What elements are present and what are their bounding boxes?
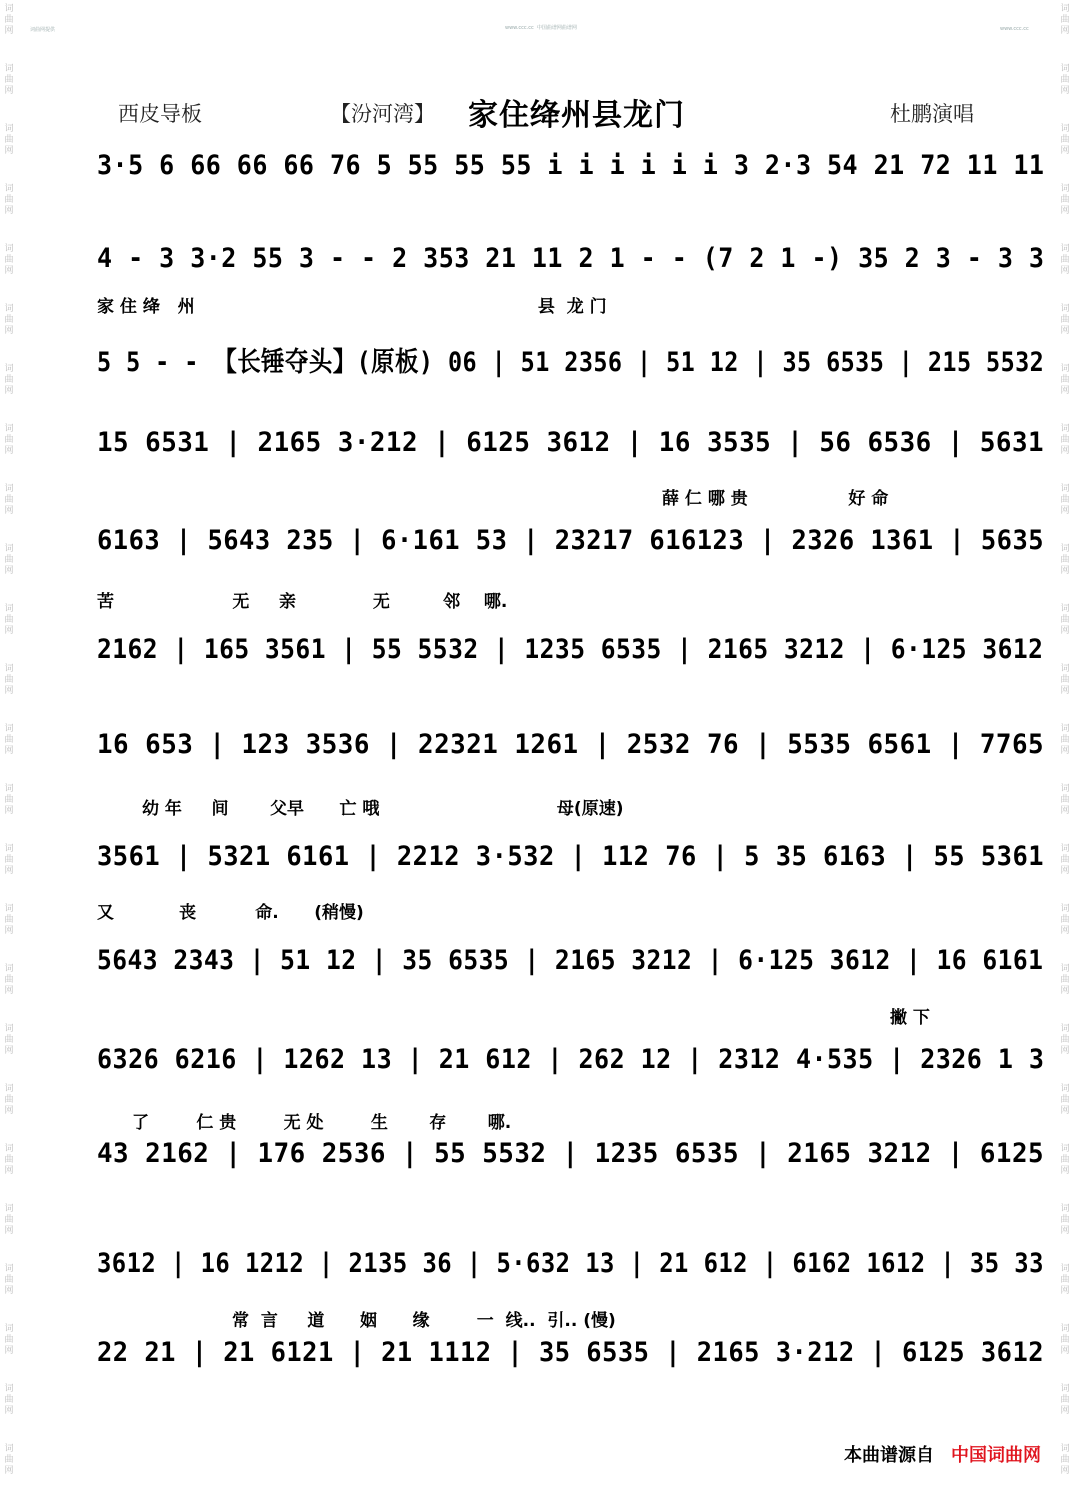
side-watermark-item: 词 曲 网: [1060, 364, 1070, 396]
score-line-notes: 22 21 | 21 6121 | 21 1112 | 35 6535 | 2165 3·212 | 6125 3612: [97, 1337, 1045, 1368]
side-watermark-item: 词 曲 网: [1060, 4, 1070, 36]
side-watermark-item: 词 曲 网: [1060, 424, 1070, 456]
side-watermark-item: 词 曲 网: [1060, 904, 1070, 936]
page-title: 家住绛州县龙门: [468, 98, 685, 133]
side-watermark-item: 词 曲 网: [4, 604, 14, 636]
side-watermark-item: 词 曲 网: [1060, 964, 1070, 996]
side-watermark-item: 词 曲 网: [1060, 1324, 1070, 1356]
side-watermark-item: 词 曲 网: [4, 1024, 14, 1056]
score-line-lyrics: 常 言 道 姻 缘 一 线.. 引.. (慢): [232, 1311, 616, 1331]
side-watermark-item: 词 曲 网: [4, 964, 14, 996]
footer-source-label: 本曲谱源自: [844, 1445, 934, 1466]
side-watermark-item: 词 曲 网: [1060, 304, 1070, 336]
side-watermark-item: 词 曲 网: [1060, 184, 1070, 216]
side-watermark-item: 词 曲 网: [4, 1384, 14, 1416]
side-watermark-item: 词 曲 网: [1060, 124, 1070, 156]
side-watermark-item: 词 曲 网: [1060, 664, 1070, 696]
side-watermark-item: 词 曲 网: [4, 304, 14, 336]
side-watermark-item: 词 曲 网: [1060, 1084, 1070, 1116]
side-watermark-item: 词 曲 网: [1060, 1384, 1070, 1416]
side-watermark-item: 词 曲 网: [1060, 64, 1070, 96]
performer-label: 杜鹏演唱: [890, 102, 974, 126]
side-watermark-item: 词 曲 网: [4, 844, 14, 876]
score-line-lyrics: 幼 年 间 父早 亡 哦 母(原速): [142, 799, 624, 819]
side-watermark-item: 词 曲 网: [4, 64, 14, 96]
side-watermark-item: 词 曲 网: [4, 364, 14, 396]
side-watermark-item: 词 曲 网: [1060, 544, 1070, 576]
side-watermark-item: 词 曲 网: [4, 1144, 14, 1176]
side-watermark-item: 词 曲 网: [4, 784, 14, 816]
side-watermark-item: 词 曲 网: [4, 1084, 14, 1116]
footer-site-link[interactable]: 中国词曲网: [951, 1445, 1041, 1466]
score-line-notes: 5643 2343 | 51 12 | 35 6535 | 2165 3212 | 6·125 3612 | 16 6161: [97, 945, 1044, 976]
score-line-lyrics: 又 丧 命. (稍慢): [97, 903, 364, 923]
side-watermark-item: 词 曲 网: [1060, 1444, 1070, 1476]
score-line-notes: 6163 | 5643 235 | 6·161 53 | 23217 616123 | 2326 1361 | 5635: [97, 525, 1045, 556]
score-line-lyrics: 薛 仁 哪 贵 好 命: [662, 489, 889, 509]
score-line-lyrics: 了 仁 贵 无 处 生 存 哪.: [132, 1113, 512, 1133]
score-line-notes: 4 - 3 3·2 55 3 - - 2 353 21 11 2 1 - - (7 2 1 -) 35 2 3 - 3 3: [97, 243, 1045, 274]
side-watermark-item: 词 曲 网: [1060, 784, 1070, 816]
side-watermark-item: 词 曲 网: [4, 4, 14, 36]
side-watermark-item: 词 曲 网: [1060, 724, 1070, 756]
right-watermark-column: [1058, 0, 1072, 1490]
side-watermark-item: 词 曲 网: [4, 544, 14, 576]
score-line-notes: 2162 | 165 3561 | 55 5532 | 1235 6535 | 2165 3212 | 6·125 3612: [97, 634, 1044, 665]
score-line-notes: 43 2162 | 176 2536 | 55 5532 | 1235 6535 | 2165 3212 | 6125: [97, 1138, 1045, 1169]
side-watermark-item: 词 曲 网: [1060, 244, 1070, 276]
score-line-notes: 6326 6216 | 1262 13 | 21 612 | 262 12 | 2312 4·535 | 2326 1 3: [97, 1044, 1045, 1075]
left-watermark-column: [2, 0, 16, 1490]
side-watermark-item: 词 曲 网: [4, 1264, 14, 1296]
score-line-lyrics: 家 住 绛 州 县 龙 门: [97, 297, 607, 317]
score-line-notes: 3·5 6 66 66 66 76 5 55 55 55 i i i i i i 3 2·3 54 21 72 11 11: [97, 150, 1045, 181]
side-watermark-item: 词 曲 网: [1060, 1204, 1070, 1236]
side-watermark-item: 词 曲 网: [1060, 1144, 1070, 1176]
side-watermark-item: 词 曲 网: [4, 724, 14, 756]
side-watermark-item: 词 曲 网: [4, 124, 14, 156]
side-watermark-item: 词 曲 网: [1060, 604, 1070, 636]
top-left-watermark: 词曲网提供: [30, 27, 56, 33]
side-watermark-item: 词 曲 网: [1060, 1024, 1070, 1056]
side-watermark-item: 词 曲 网: [4, 184, 14, 216]
source-label: 【汾河湾】: [330, 102, 435, 126]
score-line-notes: 15 6531 | 2165 3·212 | 6125 3612 | 16 3535 | 56 6536 | 5631: [97, 427, 1045, 458]
top-right-watermark: www.ccc.cc: [1000, 26, 1029, 32]
side-watermark-item: 词 曲 网: [1060, 844, 1070, 876]
side-watermark-item: 词 曲 网: [4, 424, 14, 456]
side-watermark-item: 词 曲 网: [4, 904, 14, 936]
top-center-watermark: www.ccc.cc 中国曲谱网曲谱网: [505, 25, 577, 31]
side-watermark-item: 词 曲 网: [4, 1444, 14, 1476]
side-watermark-item: 词 曲 网: [4, 1204, 14, 1236]
score-line-lyrics: 苦 无 亲 无 邻 哪.: [97, 592, 508, 612]
side-watermark-item: 词 曲 网: [4, 484, 14, 516]
score-line-lyrics: 撇 下: [890, 1008, 930, 1028]
side-watermark-item: 词 曲 网: [4, 664, 14, 696]
side-watermark-item: 词 曲 网: [1060, 1264, 1070, 1296]
score-line-notes: 16 653 | 123 3536 | 22321 1261 | 2532 76 | 5535 6561 | 7765: [97, 729, 1045, 760]
side-watermark-item: 词 曲 网: [1060, 484, 1070, 516]
score-line-notes: 3561 | 5321 6161 | 2212 3·532 | 112 76 | 5 35 6163 | 55 5361: [97, 841, 1045, 872]
side-watermark-item: 词 曲 网: [4, 1324, 14, 1356]
score-line-notes: 5 5 - - 【长锤夺头】(原板) 06 | 51 2356 | 51 12 | 35 6535 | 215 5532: [97, 347, 1045, 378]
side-watermark-item: 词 曲 网: [4, 244, 14, 276]
score-line-notes: 3612 | 16 1212 | 2135 36 | 5·632 13 | 21 612 | 6162 1612 | 35 33: [97, 1248, 1044, 1279]
genre-label: 西皮导板: [118, 102, 202, 126]
